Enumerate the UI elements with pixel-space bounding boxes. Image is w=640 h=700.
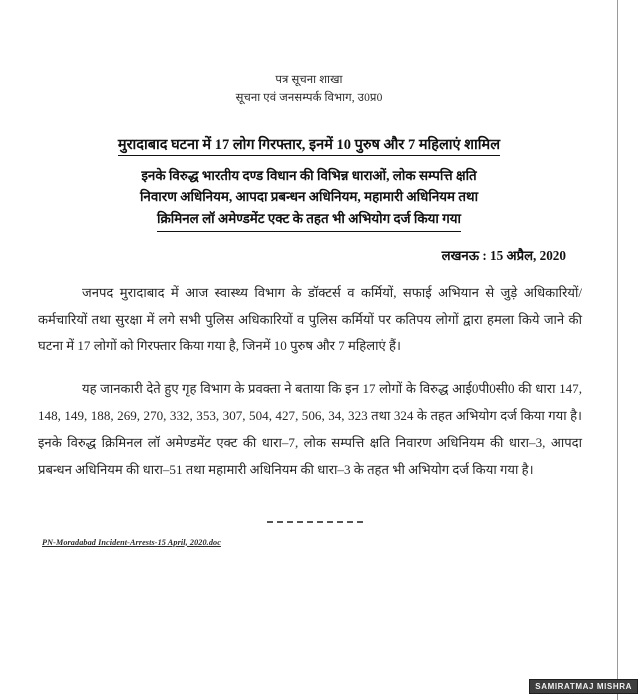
- paragraph-1: जनपद मुरादाबाद में आज स्वास्थ्य विभाग के डॉक्टर्स व कर्मियों, सफाई अभियान से जुड़े अधिकारियों/कर्मचारियों तथा सुरक्षा में लगे सभी पुलिस अधिकारियों व पुलिस कर्मियों पर कतिपय लोगों द्वारा हमला किये जाने की घटना में 17 लोगों को गिरफ्तार किया गया है, जिनमें 10 पुरुष और 7 महिलाएं हैं।: [38, 284, 582, 354]
- masthead-line-1: पत्र सूचना शाखा: [275, 74, 343, 86]
- dashed-rule: [267, 521, 363, 523]
- dateline: लखनऊ : 15 अप्रैल, 2020: [441, 247, 566, 263]
- footer-separator: [30, 510, 588, 528]
- subheading-line-1: इनके विरुद्ध भारतीय दण्ड विधान की विभिन्न धाराओं, लोक सम्पत्ति क्षति: [141, 167, 477, 183]
- subheading: [30, 165, 588, 232]
- source-filename: PN-Moradabad Incident-Arrests-15 April, 2020.doc: [42, 537, 221, 547]
- body-text: [30, 280, 588, 484]
- masthead: [30, 72, 588, 108]
- masthead-line-2: सूचना एवं जनसम्पर्क विभाग, उ0प्र0: [235, 91, 383, 104]
- page-title: [30, 134, 588, 156]
- watermark-badge: SAMIRATMAJ MISHRA: [529, 679, 638, 694]
- subheading-line-3: क्रिमिनल लॉ अमेण्डमेंट एक्ट के तहत भी अभियोग दर्ज किया गया: [38, 208, 580, 232]
- paragraph-2: यह जानकारी देते हुए गृह विभाग के प्रवक्ता ने बताया कि इन 17 लोगों के विरुद्ध आई0पी0सी0 की धारा 147, 148, 149, 188, 269, 270, 332, 353, 307, 504, 427, 506, 34, 323 तथा 324 के तहत अभियोग दर्ज किया गया है। इनके विरुद्ध क्रिमिनल लॉ अमेण्डमेंट एक्ट की धारा–7, लोक सम्पत्ति क्षति निवारण अधिनियम की धारा–3, आपदा प्रबन्धन अधिनियम की धारा–51 तथा महामारी अधिनियम की धारा–3 के तहत भी अभियोग दर्ज किया गया है।: [38, 381, 582, 477]
- headline-text: मुरादाबाद घटना में 17 लोग गिरफ्तार, इनमें 10 पुरुष और 7 महिलाएं शामिल: [118, 134, 500, 156]
- subheading-line-2: निवारण अधिनियम, आपदा प्रबन्धन अधिनियम, महामारी अधिनियम तथा: [139, 189, 479, 205]
